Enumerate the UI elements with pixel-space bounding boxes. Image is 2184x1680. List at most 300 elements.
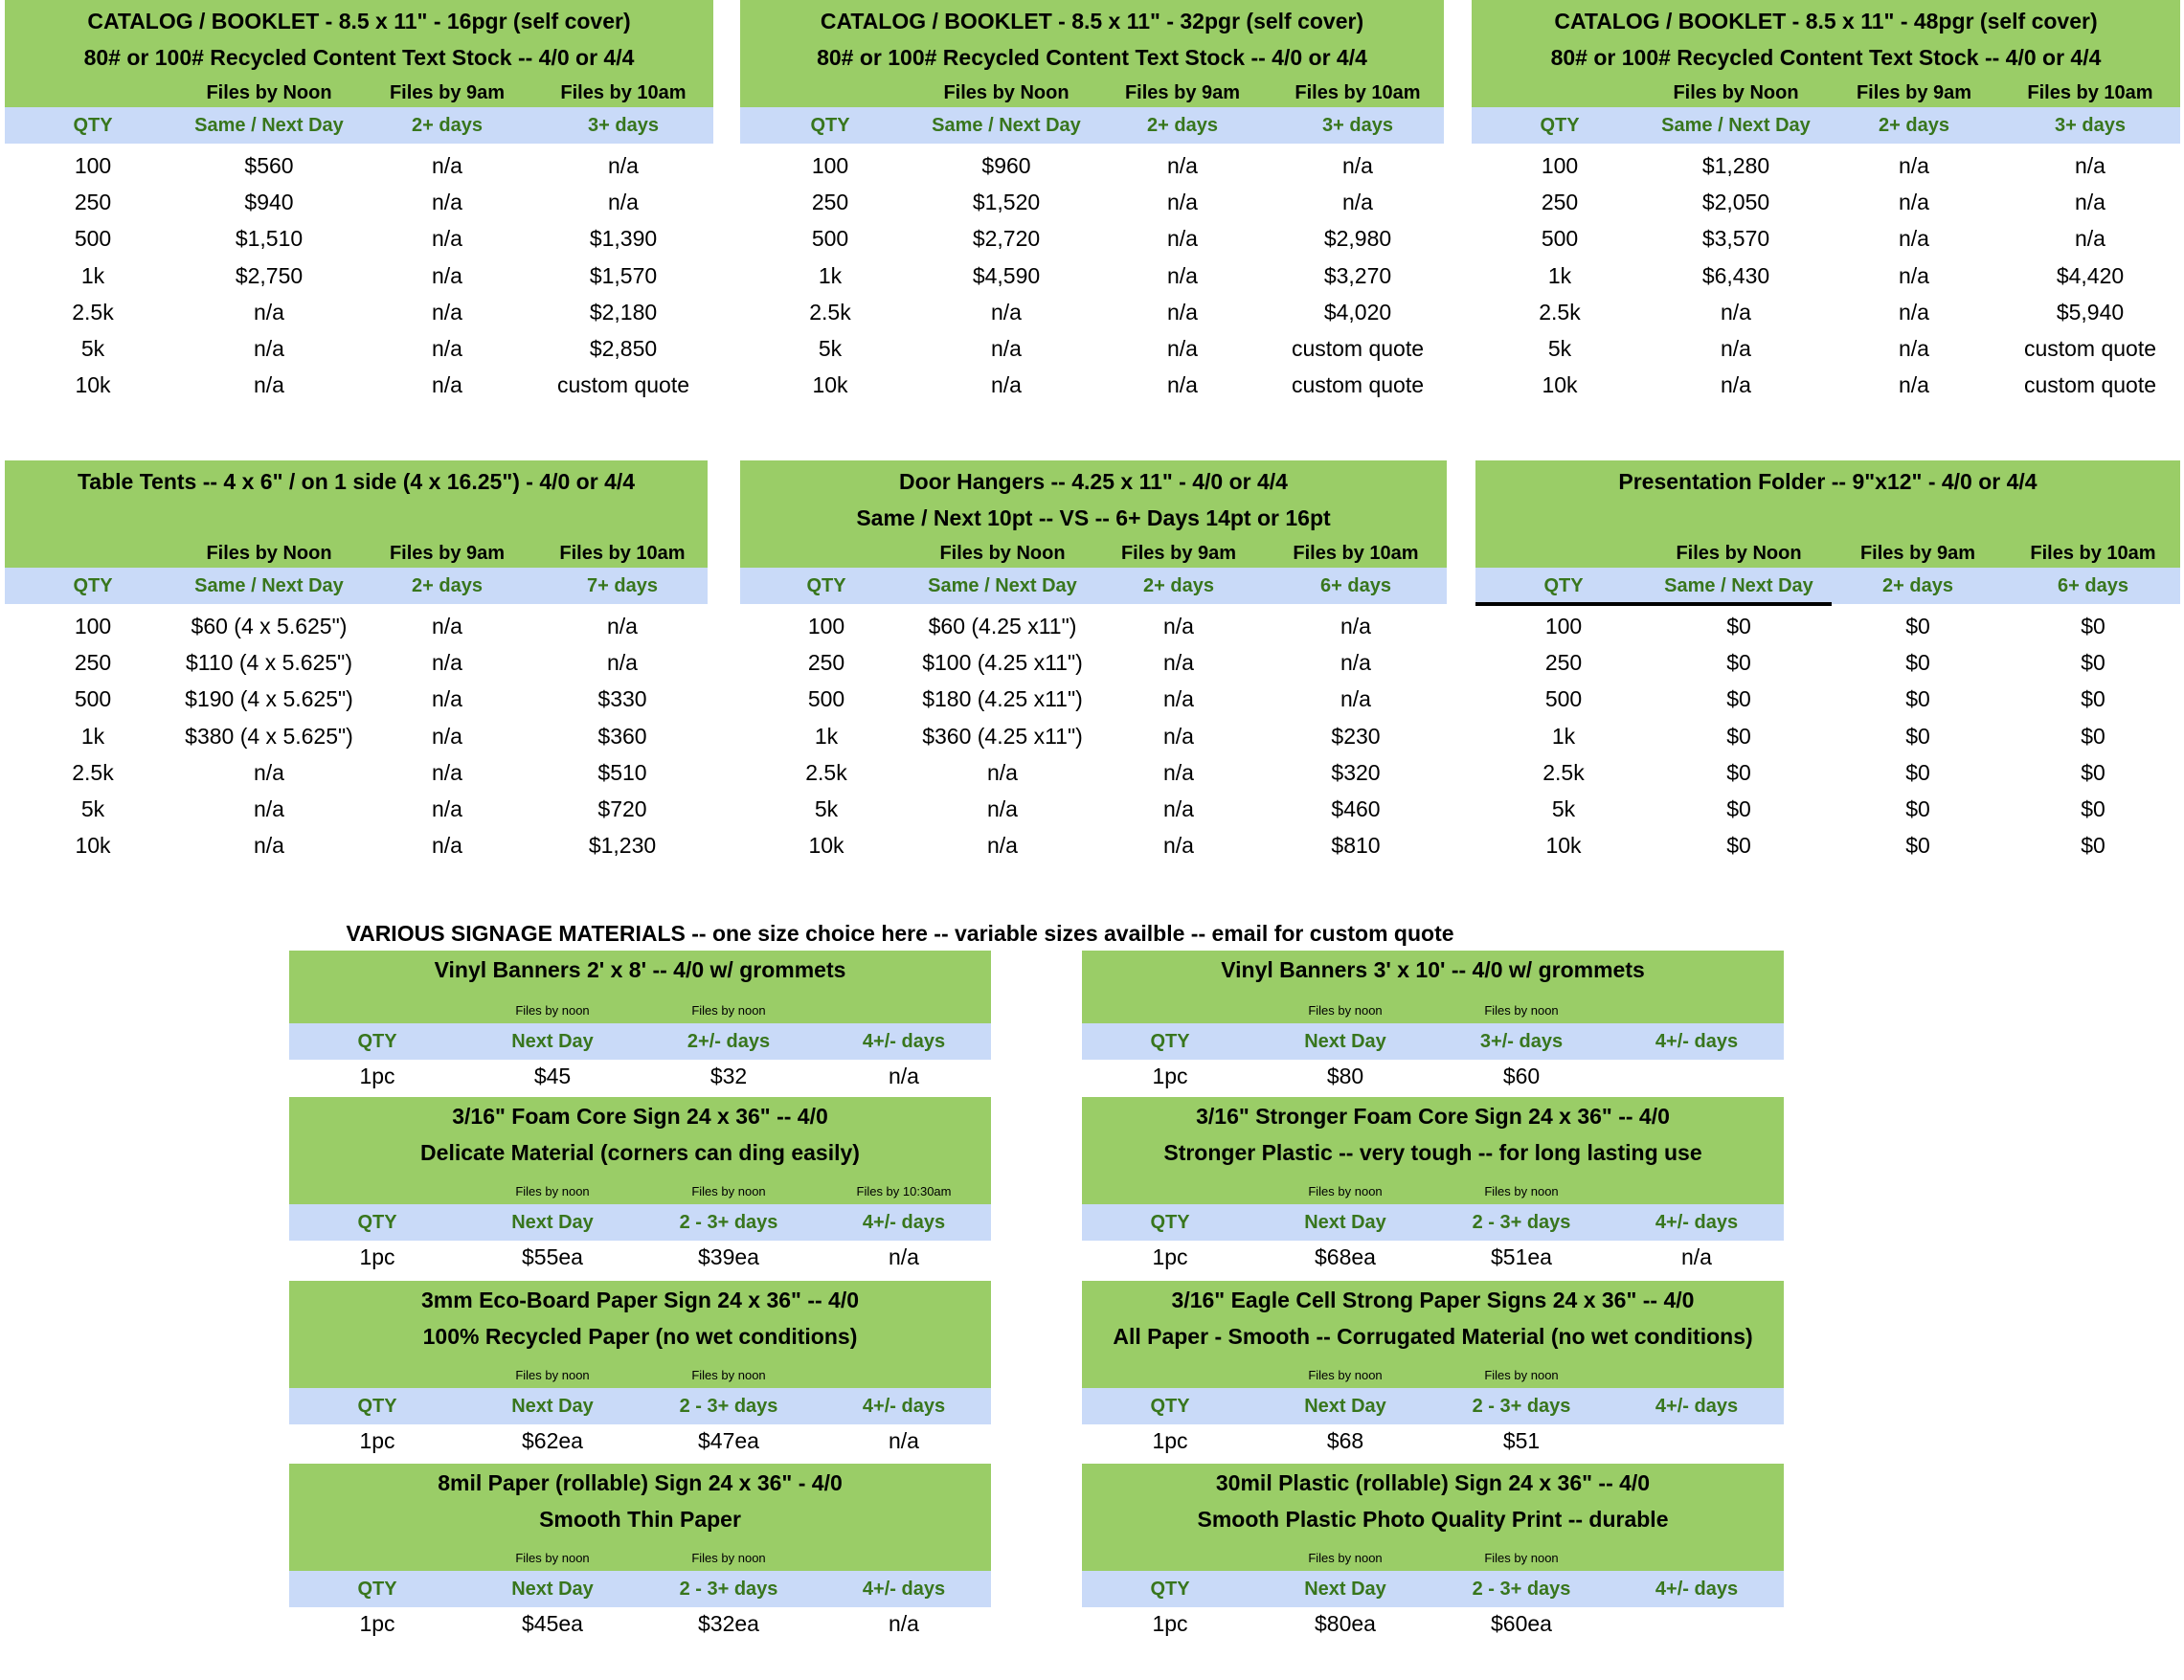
price-row [289, 1241, 991, 1273]
table-row-cell: n/a [1163, 650, 1194, 676]
header-underline [1475, 602, 1832, 606]
files-deadline-row-cell: Files by noon [1308, 1184, 1383, 1198]
table-row-cell: 1k [1551, 723, 1576, 749]
table-row-cell: $0 [1905, 686, 1930, 712]
table-row-cell: $460 [1331, 795, 1381, 821]
table-row [1472, 220, 2180, 257]
table-row-cell: custom quote [2023, 335, 2157, 361]
sign-table-strongfoam [1082, 1097, 1784, 1273]
table-row-cell: n/a [1163, 795, 1194, 821]
table-row-cell: n/a [987, 833, 1018, 859]
turnaround-row [740, 107, 1444, 144]
files-deadline-row [289, 1548, 991, 1569]
files-deadline-row-cell: Files by noon [691, 1368, 766, 1382]
turnaround-row-cell: QTY [1543, 575, 1584, 596]
sign-header [1082, 1281, 1784, 1388]
table-row-cell: $100 (4.25 x11") [922, 650, 1083, 676]
table-row-cell: $2,980 [1323, 226, 1392, 252]
turnaround-row-cell: 2+ days [1882, 575, 1953, 596]
files-deadline-row [740, 78, 1444, 107]
table-row-cell: n/a [254, 372, 284, 398]
turnaround-row-cell: 7+ days [587, 575, 658, 596]
table-row-cell: 250 [74, 650, 112, 676]
table-body [740, 144, 1444, 403]
price-row-cell: $32 [709, 1064, 748, 1088]
turnaround-row-cell: 2+ days [1143, 575, 1214, 596]
turnaround-row-cell: Next Day [1304, 1031, 1386, 1052]
table-row-cell: $1,390 [589, 226, 658, 252]
sign-subtitle: 100% Recycled Paper (no wet conditions) [422, 1323, 858, 1349]
files-deadline-row-cell: Files by 10am [1295, 82, 1421, 103]
table-row-cell: $360 [597, 723, 647, 749]
turnaround-row-cell: 2 - 3+ days [1472, 1396, 1571, 1417]
turnaround-row-cell: 2+ days [412, 575, 483, 596]
files-deadline-row-cell: Files by Noon [943, 82, 1069, 103]
table-row-cell: $110 (4 x 5.625") [186, 650, 352, 676]
price-row-cell: 1pc [1152, 1064, 1188, 1088]
files-deadline-row-cell: Files by noon [1484, 1368, 1559, 1382]
turnaround-row-cell: QTY [357, 1031, 397, 1052]
table-row-cell: 2.5k [805, 759, 847, 785]
table-row-cell: $0 [2081, 650, 2105, 676]
table-row-cell: 250 [1544, 650, 1583, 676]
table-row-cell: n/a [2075, 153, 2105, 178]
turnaround-row [1082, 1204, 1784, 1241]
table-row-cell: $810 [1331, 833, 1381, 859]
price-table-catalog32 [740, 0, 1444, 403]
turnaround-row [289, 1023, 991, 1060]
files-deadline-row-cell: Files by noon [1484, 1551, 1559, 1565]
turnaround-row-cell: 2+ days [1147, 115, 1218, 136]
turnaround-row-cell: Same / Next Day [1661, 115, 1811, 136]
table-row [5, 681, 708, 717]
table-body [740, 604, 1447, 863]
table-row-cell: 10k [75, 833, 111, 859]
table-row-cell: 10k [812, 372, 848, 398]
table-row [5, 258, 713, 294]
table-row-cell: 1k [1547, 262, 1572, 288]
price-row-cell: $80ea [1315, 1611, 1376, 1636]
price-row-cell: $68 [1326, 1428, 1364, 1453]
table-title: CATALOG / BOOKLET - 8.5 x 11" - 16pgr (self cover) [87, 8, 631, 34]
price-table-folder [1475, 460, 2180, 863]
table-row [5, 718, 708, 754]
price-row-cell: $47ea [698, 1428, 759, 1453]
files-deadline-row-cell: Files by noon [515, 1368, 590, 1382]
table-row-cell: $4,590 [972, 262, 1041, 288]
files-deadline-row-cell: Files by 10am [2030, 543, 2156, 564]
table-row-cell: $940 [244, 190, 294, 215]
table-row-cell: n/a [432, 335, 462, 361]
price-row-cell: $60ea [1491, 1611, 1552, 1636]
price-row-cell: $55ea [522, 1244, 583, 1269]
table-row-cell: 1k [80, 723, 105, 749]
turnaround-row-cell: 2 - 3+ days [679, 1212, 778, 1233]
price-row-cell: 1pc [1152, 1428, 1188, 1453]
files-deadline-row-cell: Files by 10am [559, 543, 686, 564]
sign-title: 30mil Plastic (rollable) Sign 24 x 36" -- 4/0 [1215, 1469, 1651, 1495]
files-deadline-row [1082, 1181, 1784, 1202]
price-row-cell: $45ea [522, 1611, 583, 1636]
table-row [1475, 718, 2180, 754]
table-row-cell: $0 [1726, 686, 1751, 712]
price-row-cell: n/a [889, 1244, 919, 1269]
table-row-cell: n/a [1340, 686, 1371, 712]
price-table-doorhangers [740, 460, 1447, 863]
turnaround-row-cell: QTY [1150, 1031, 1190, 1052]
table-row-cell: 500 [1541, 226, 1579, 252]
price-row-cell: 1pc [1152, 1244, 1188, 1269]
table-row-cell: $0 [1905, 833, 1930, 859]
table-row-cell: $4,420 [2056, 262, 2125, 288]
table-row-cell: 100 [807, 614, 845, 638]
table-row-cell: 250 [74, 190, 112, 215]
table-row-cell: $0 [1726, 795, 1751, 821]
files-deadline-row-cell: Files by Noon [939, 543, 1066, 564]
files-deadline-row [1472, 78, 2180, 107]
files-deadline-row [289, 1181, 991, 1202]
price-row-cell: 1pc [359, 1244, 395, 1269]
turnaround-row-cell: Same / Next Day [928, 575, 1077, 596]
table-row-cell: $60 (4 x 5.625") [191, 614, 348, 638]
table-row-cell: 500 [74, 226, 112, 252]
table-row-cell: $720 [597, 795, 647, 821]
table-row [740, 681, 1447, 717]
files-deadline-row-cell: Files by noon [1484, 1184, 1559, 1198]
sign-subtitle: Smooth Plastic Photo Quality Print -- durable [1197, 1506, 1669, 1532]
files-deadline-row [1475, 539, 2180, 568]
table-row-cell: $3,270 [1323, 262, 1392, 288]
price-row-cell: $62ea [522, 1428, 583, 1453]
table-row-cell: n/a [432, 190, 462, 215]
files-deadline-row-cell: Files by noon [515, 1184, 590, 1198]
table-row-cell: n/a [1899, 299, 1929, 325]
turnaround-row [5, 568, 708, 604]
table-row [740, 827, 1447, 863]
table-row-cell: n/a [432, 686, 462, 712]
table-row-cell: n/a [2075, 226, 2105, 252]
table-body [1475, 604, 2180, 863]
table-row-cell: $1,230 [588, 833, 657, 859]
table-row-cell: 500 [1544, 686, 1583, 712]
table-row-cell: $2,180 [589, 299, 658, 325]
files-deadline-row-cell [1582, 1548, 1812, 1569]
table-body [5, 144, 713, 403]
turnaround-row-cell: QTY [1540, 115, 1580, 136]
sign-table-vinyl28 [289, 951, 991, 1092]
table-row [1475, 644, 2180, 681]
table-row-cell: n/a [432, 262, 462, 288]
sign-title: 3/16" Foam Core Sign 24 x 36" -- 4/0 [452, 1103, 828, 1129]
table-row-cell: 5k [1551, 795, 1576, 821]
turnaround-row [1082, 1388, 1784, 1424]
table-row-cell: $0 [1726, 614, 1751, 638]
turnaround-row-cell: 2 - 3+ days [679, 1396, 778, 1417]
table-row-cell: n/a [607, 614, 638, 638]
table-row-cell: 100 [74, 614, 112, 638]
turnaround-row-cell: Next Day [1304, 1579, 1386, 1600]
files-deadline-row-cell: Files by noon [691, 1184, 766, 1198]
table-row [740, 791, 1447, 827]
table-subtitle: 80# or 100# Recycled Content Text Stock -- 4/0 or 4/4 [83, 44, 635, 70]
table-row-cell: n/a [432, 614, 462, 638]
table-row-cell: $0 [2081, 686, 2105, 712]
table-row-cell: n/a [1899, 153, 1929, 178]
turnaround-row [1475, 568, 2180, 604]
turnaround-row-cell: 2+ days [412, 115, 483, 136]
table-row-cell: n/a [1167, 190, 1198, 215]
table-row-cell: $320 [1331, 759, 1381, 785]
price-table-tabletents [5, 460, 708, 863]
table-header [1475, 460, 2180, 568]
table-row [5, 147, 713, 184]
table-row [5, 367, 713, 403]
table-row [740, 367, 1444, 403]
table-row-cell: 10k [75, 372, 111, 398]
price-row-cell: 1pc [359, 1064, 395, 1088]
sign-header [289, 1097, 991, 1204]
table-row [5, 220, 713, 257]
table-row-cell: 2.5k [1542, 759, 1585, 785]
files-deadline-row-cell [1582, 1365, 1812, 1386]
sign-title: 3/16" Eagle Cell Strong Paper Signs 24 x 36" -- 4/0 [1171, 1287, 1695, 1312]
price-row-cell: 1pc [359, 1428, 395, 1453]
files-deadline-row-cell: Files by noon [1308, 1003, 1383, 1018]
files-deadline-row-cell: Files by 9am [1124, 82, 1241, 103]
turnaround-row-cell: QTY [73, 575, 113, 596]
table-row-cell: $2,050 [1701, 190, 1770, 215]
table-title: CATALOG / BOOKLET - 8.5 x 11" - 32pgr (self cover) [820, 8, 1364, 34]
table-row-cell: n/a [991, 299, 1022, 325]
table-row-cell: $6,430 [1701, 262, 1770, 288]
files-deadline-row-cell: Files by 10am [1293, 543, 1419, 564]
table-row-cell: n/a [987, 759, 1018, 785]
price-row [289, 1424, 991, 1457]
table-row-cell: n/a [608, 153, 639, 178]
turnaround-row-cell: QTY [806, 575, 846, 596]
table-row [1475, 681, 2180, 717]
turnaround-row-cell: Next Day [1304, 1212, 1386, 1233]
turnaround-row-cell: QTY [357, 1212, 397, 1233]
table-row-cell: n/a [608, 190, 639, 215]
turnaround-row-cell: QTY [1150, 1579, 1190, 1600]
files-deadline-row-cell: Files by Noon [1676, 543, 1802, 564]
price-table-catalog48 [1472, 0, 2180, 403]
files-deadline-row-cell [1582, 1000, 1812, 1021]
table-row-cell: n/a [1721, 372, 1751, 398]
sign-table-ecoboard [289, 1281, 991, 1457]
table-row-cell: 5k [80, 795, 105, 821]
turnaround-row-cell: 4+/- days [862, 1579, 946, 1600]
table-row [1475, 791, 2180, 827]
turnaround-row [1082, 1023, 1784, 1060]
price-row-cell: n/a [1681, 1244, 1712, 1269]
table-row [1472, 294, 2180, 330]
table-row-cell: $1,520 [972, 190, 1041, 215]
turnaround-row-cell: Same / Next Day [194, 115, 344, 136]
sign-table-eaglecell [1082, 1281, 1784, 1457]
table-row-cell: n/a [991, 372, 1022, 398]
table-body [5, 604, 708, 863]
table-row-cell: $1,280 [1701, 153, 1770, 178]
files-deadline-row [289, 1365, 991, 1386]
sign-title: 8mil Paper (rollable) Sign 24 x 36" - 4/0 [438, 1469, 843, 1495]
table-row-cell: $5,940 [2056, 299, 2125, 325]
sign-title: 3mm Eco-Board Paper Sign 24 x 36" -- 4/0 [420, 1287, 859, 1312]
table-row-cell: n/a [1167, 262, 1198, 288]
price-row-cell: 1pc [1152, 1611, 1188, 1636]
table-row-cell: n/a [1167, 153, 1198, 178]
table-row-cell: n/a [1721, 335, 1751, 361]
table-subtitle: Same / Next 10pt -- VS -- 6+ Days 14pt or 16pt [856, 504, 1331, 530]
files-deadline-row-cell: Files by Noon [206, 543, 332, 564]
table-row-cell: n/a [1342, 153, 1373, 178]
turnaround-row-cell: Next Day [511, 1031, 594, 1052]
table-row [740, 294, 1444, 330]
price-row [289, 1060, 991, 1092]
sign-table-foamcore [289, 1097, 991, 1273]
table-row-cell: n/a [1163, 686, 1194, 712]
turnaround-row [1082, 1571, 1784, 1607]
turnaround-row-cell: 2+ days [1879, 115, 1949, 136]
table-row-cell: n/a [432, 759, 462, 785]
files-deadline-row-cell: Files by noon [1308, 1368, 1383, 1382]
table-row-cell: $2,750 [235, 262, 304, 288]
files-deadline-row-cell: Files by Noon [206, 82, 332, 103]
table-row-cell: $0 [1726, 833, 1751, 859]
table-row-cell: n/a [1163, 833, 1194, 859]
table-row-cell: $360 (4.25 x11") [922, 723, 1083, 749]
table-row [5, 827, 708, 863]
table-row [1475, 827, 2180, 863]
table-row-cell: 1k [818, 262, 843, 288]
table-row-cell: $330 [597, 686, 647, 712]
turnaround-row-cell: 3+ days [2055, 115, 2126, 136]
turnaround-row-cell: 2 - 3+ days [1472, 1579, 1571, 1600]
table-row [5, 294, 713, 330]
table-row-cell: n/a [432, 372, 462, 398]
table-row-cell: $3,570 [1701, 226, 1770, 252]
table-row-cell: $190 (4 x 5.625") [185, 686, 353, 712]
table-title: Table Tents -- 4 x 6" / on 1 side (4 x 16.25") - 4/0 or 4/4 [77, 468, 636, 494]
files-deadline-row-cell: Files by 9am [1859, 543, 1976, 564]
price-row-cell [1582, 1060, 1812, 1092]
price-row-cell: $51ea [1491, 1244, 1552, 1269]
table-header [5, 460, 708, 568]
table-row-cell: $960 [981, 153, 1031, 178]
files-deadline-row [289, 1000, 991, 1021]
table-row-cell: custom quote [556, 372, 690, 398]
table-row [740, 147, 1444, 184]
table-row-cell: $2,720 [972, 226, 1041, 252]
sign-header [289, 951, 991, 1023]
price-row [289, 1607, 991, 1640]
turnaround-row-cell: Next Day [511, 1212, 594, 1233]
table-row-cell: 5k [1547, 335, 1572, 361]
turnaround-row-cell: 2 - 3+ days [679, 1579, 778, 1600]
turnaround-row [5, 107, 713, 144]
table-row-cell: n/a [254, 833, 284, 859]
table-row-cell: n/a [2075, 190, 2105, 215]
table-row-cell: 2.5k [72, 299, 114, 325]
turnaround-row-cell: 6+ days [2058, 575, 2128, 596]
turnaround-row-cell: Same / Next Day [1664, 575, 1813, 596]
sign-title: Vinyl Banners 2' x 8' -- 4/0 w/ grommets [434, 956, 846, 982]
table-row [1472, 258, 2180, 294]
table-header [5, 0, 713, 107]
table-row-cell: n/a [254, 299, 284, 325]
price-row-cell: $32ea [698, 1611, 759, 1636]
sign-header [289, 1281, 991, 1388]
table-row-cell: 10k [1545, 833, 1582, 859]
table-row-cell: n/a [1899, 372, 1929, 398]
turnaround-row [289, 1388, 991, 1424]
table-row-cell: n/a [991, 335, 1022, 361]
table-row-cell: $0 [1905, 795, 1930, 821]
table-row [740, 184, 1444, 220]
turnaround-row-cell: 3+ days [1322, 115, 1393, 136]
files-deadline-row-cell: Files by 10am [560, 82, 687, 103]
table-row-cell: n/a [1899, 226, 1929, 252]
table-row-cell: n/a [1167, 226, 1198, 252]
table-row-cell: n/a [1167, 372, 1198, 398]
turnaround-row-cell: 3+ days [588, 115, 659, 136]
files-deadline-row-cell: Files by 10am [2027, 82, 2153, 103]
turnaround-row-cell: 4+/- days [862, 1212, 946, 1233]
table-row-cell: $230 [1331, 723, 1381, 749]
table-row-cell: 1k [80, 262, 105, 288]
files-deadline-row-cell: Files by 10:30am [856, 1184, 952, 1198]
sign-subtitle: Delicate Material (corners can ding easily) [420, 1139, 860, 1165]
table-row [5, 184, 713, 220]
table-row-cell: custom quote [1291, 335, 1425, 361]
price-row-cell: $51 [1502, 1428, 1541, 1453]
turnaround-row [289, 1204, 991, 1241]
table-row-cell: $510 [597, 759, 647, 785]
table-row-cell: 100 [811, 153, 849, 178]
price-row [1082, 1424, 1784, 1457]
turnaround-row-cell: 4+/- days [862, 1396, 946, 1417]
table-row-cell: n/a [1163, 614, 1194, 638]
signage-section-title: VARIOUS SIGNAGE MATERIALS -- one size choice here -- variable sizes availble -- email for custom quote [346, 921, 1454, 946]
table-subtitle: 80# or 100# Recycled Content Text Stock -- 4/0 or 4/4 [817, 44, 1367, 70]
files-deadline-row [5, 539, 708, 568]
turnaround-row-cell: 4+/- days [1655, 1396, 1739, 1417]
price-row-cell: $45 [533, 1064, 572, 1088]
files-deadline-row-cell [789, 1000, 1019, 1021]
sign-title: Vinyl Banners 3' x 10' -- 4/0 w/ grommets [1221, 956, 1645, 982]
turnaround-row-cell: Same / Next Day [194, 575, 344, 596]
table-row-cell: custom quote [2023, 372, 2157, 398]
table-row-cell: 500 [807, 686, 845, 712]
table-row-cell: n/a [432, 795, 462, 821]
table-row-cell: n/a [1340, 650, 1371, 676]
table-row [1475, 754, 2180, 791]
table-row-cell: $1,510 [235, 226, 304, 252]
table-header [1472, 0, 2180, 107]
sign-header [1082, 1464, 1784, 1571]
table-row-cell: $0 [1905, 759, 1930, 785]
table-row-cell: n/a [254, 335, 284, 361]
table-row-cell: $0 [2081, 833, 2105, 859]
turnaround-row-cell: 4+/- days [1655, 1212, 1739, 1233]
table-row-cell: $60 (4.25 x11") [928, 614, 1077, 638]
table-row-cell: 100 [1541, 153, 1579, 178]
files-deadline-row-cell: Files by 9am [389, 543, 506, 564]
table-row [5, 608, 708, 644]
files-deadline-row-cell [789, 1548, 1019, 1569]
table-title: Presentation Folder -- 9"x12" - 4/0 or 4/4 [1618, 468, 2038, 494]
